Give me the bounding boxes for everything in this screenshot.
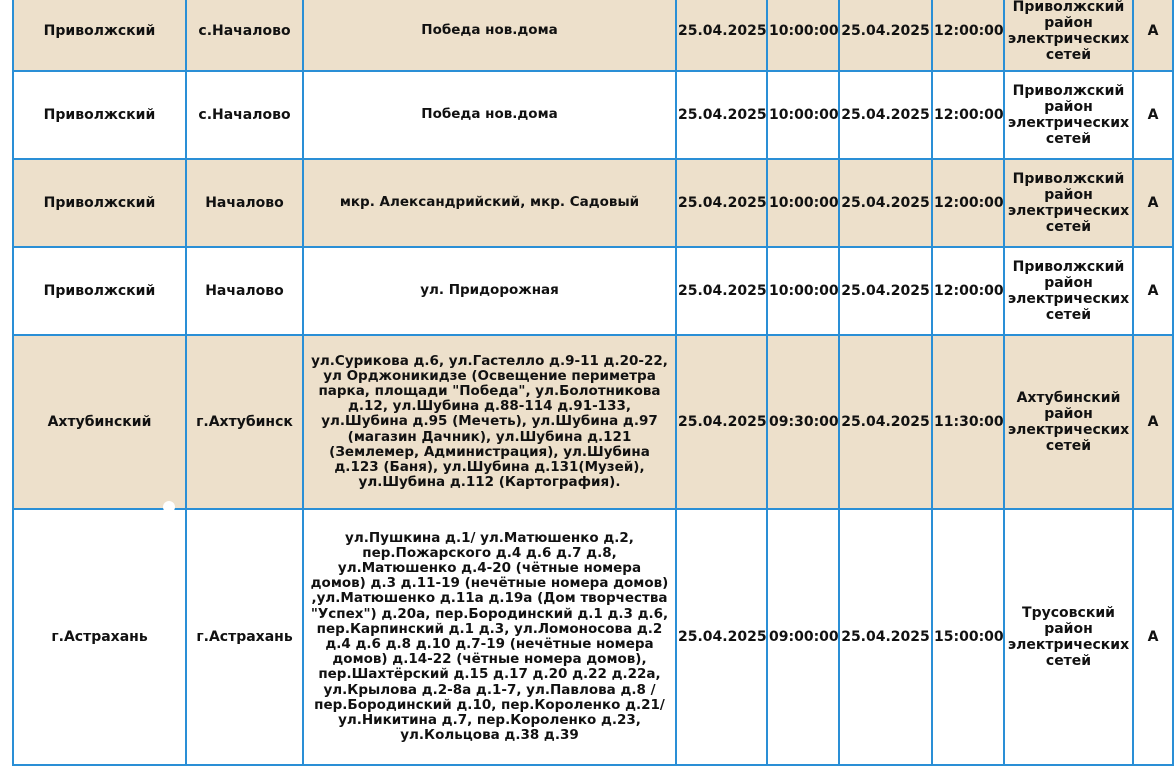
cell-start-date: 25.04.2025 xyxy=(676,159,767,247)
table-row xyxy=(13,159,1173,247)
cell-district: г.Астрахань xyxy=(13,509,186,765)
cell-district: Приволжский xyxy=(13,247,186,335)
cell-end-date: 25.04.2025 xyxy=(839,509,932,765)
cell-organization: Приволжский район электрических сетей xyxy=(1004,0,1133,71)
cell-end-time: 12:00:00 xyxy=(932,71,1004,159)
table-row xyxy=(13,71,1173,159)
cell-start-date: 25.04.2025 xyxy=(676,247,767,335)
cell-end-time: 11:30:00 xyxy=(932,335,1004,509)
cell-end-date: 25.04.2025 xyxy=(839,0,932,71)
cell-organization: Приволжский район электрических сетей xyxy=(1004,247,1133,335)
cell-locality: с.Началово xyxy=(186,0,303,71)
cell-district: Приволжский xyxy=(13,0,186,71)
table-body xyxy=(13,0,1173,765)
cell-organization: Ахтубинский район электрических сетей xyxy=(1004,335,1133,509)
cell-locality: г.Ахтубинск xyxy=(186,335,303,509)
cell-start-date: 25.04.2025 xyxy=(676,0,767,71)
cell-extra: А xyxy=(1133,509,1173,765)
cell-locality: с.Началово xyxy=(186,71,303,159)
cell-start-time: 10:00:00 xyxy=(767,159,839,247)
cell-end-time: 15:00:00 xyxy=(932,509,1004,765)
cell-address: мкр. Александрийский, мкр. Садовый xyxy=(303,159,676,247)
cell-address: ул.Сурикова д.6, ул.Гастелло д.9-11 д.20-22, ул Орджоникидзе (Освещение периметра парка, площади "Победа", ул.Болотникова д.12, ул.Шубина д.88-114 д.91-133, ул.Шубина д.95 (Мечеть), ул.Шубина д.97 (магазин Дачник), ул.Шубина д.121 (Землемер, Администрация), ул.Шубина д.123 (Баня), ул.Шубина д.131(Музей), ул.Шубина д.112 (Картография). xyxy=(303,335,676,509)
cell-locality: Началово xyxy=(186,247,303,335)
cell-end-date: 25.04.2025 xyxy=(839,335,932,509)
cell-end-time: 12:00:00 xyxy=(932,159,1004,247)
cell-start-time: 10:00:00 xyxy=(767,247,839,335)
cell-district: Ахтубинский xyxy=(13,335,186,509)
cell-district: Приволжский xyxy=(13,159,186,247)
cell-start-time: 10:00:00 xyxy=(767,71,839,159)
cell-start-time: 10:00:00 xyxy=(767,0,839,71)
cell-organization: Трусовский район электрических сетей xyxy=(1004,509,1133,765)
cell-extra: А xyxy=(1133,0,1173,71)
power-outage-table xyxy=(12,0,1174,766)
cell-end-time: 12:00:00 xyxy=(932,0,1004,71)
cell-extra: А xyxy=(1133,247,1173,335)
table-row xyxy=(13,335,1173,509)
cell-district: Приволжский xyxy=(13,71,186,159)
cell-start-date: 25.04.2025 xyxy=(676,71,767,159)
cell-start-time: 09:30:00 xyxy=(767,335,839,509)
cell-locality: Началово xyxy=(186,159,303,247)
cell-address: Победа нов.дома xyxy=(303,71,676,159)
cell-address: Победа нов.дома xyxy=(303,0,676,71)
cell-extra: А xyxy=(1133,159,1173,247)
cell-end-date: 25.04.2025 xyxy=(839,247,932,335)
cell-end-date: 25.04.2025 xyxy=(839,159,932,247)
cell-locality: г.Астрахань xyxy=(186,509,303,765)
cell-start-time: 09:00:00 xyxy=(767,509,839,765)
cell-address: ул. Придорожная xyxy=(303,247,676,335)
cell-end-date: 25.04.2025 xyxy=(839,71,932,159)
cell-extra: А xyxy=(1133,335,1173,509)
selection-handle-dot[interactable] xyxy=(163,501,175,513)
table-row xyxy=(13,0,1173,71)
cell-start-date: 25.04.2025 xyxy=(676,509,767,765)
cell-address: ул.Пушкина д.1/ ул.Матюшенко д.2, пер.Пожарского д.4 д.6 д.7 д.8, ул.Матюшенко д.4-20 (чётные номера домов) д.3 д.11-19 (нечётные номера домов) ,ул.Матюшенко д.11а д.19а (Дом творчества "Успех") д.20а, пер.Бородинский д.1 д.3 д.6, пер.Карпинский д.1 д.3, ул.Ломоносова д.2 д.4 д.6 д.8 д.10 д.7-19 (нечётные номера домов) д.14-22 (чётные номера домов), пер.Шахтёрский д.15 д.17 д.20 д.22 д.22а, ул.Крылова д.2-8а д.1-7, ул.Павлова д.8 / пер.Бородинский д.10, пер.Короленко д.21/ ул.Никитина д.7, пер.Короленко д.23, ул.Кольцова д.38 д.39 xyxy=(303,509,676,765)
cell-start-date: 25.04.2025 xyxy=(676,335,767,509)
cell-organization: Приволжский район электрических сетей xyxy=(1004,71,1133,159)
table-row xyxy=(13,247,1173,335)
cell-end-time: 12:00:00 xyxy=(932,247,1004,335)
cell-organization: Приволжский район электрических сетей xyxy=(1004,159,1133,247)
cell-extra: А xyxy=(1133,71,1173,159)
table-row xyxy=(13,509,1173,765)
